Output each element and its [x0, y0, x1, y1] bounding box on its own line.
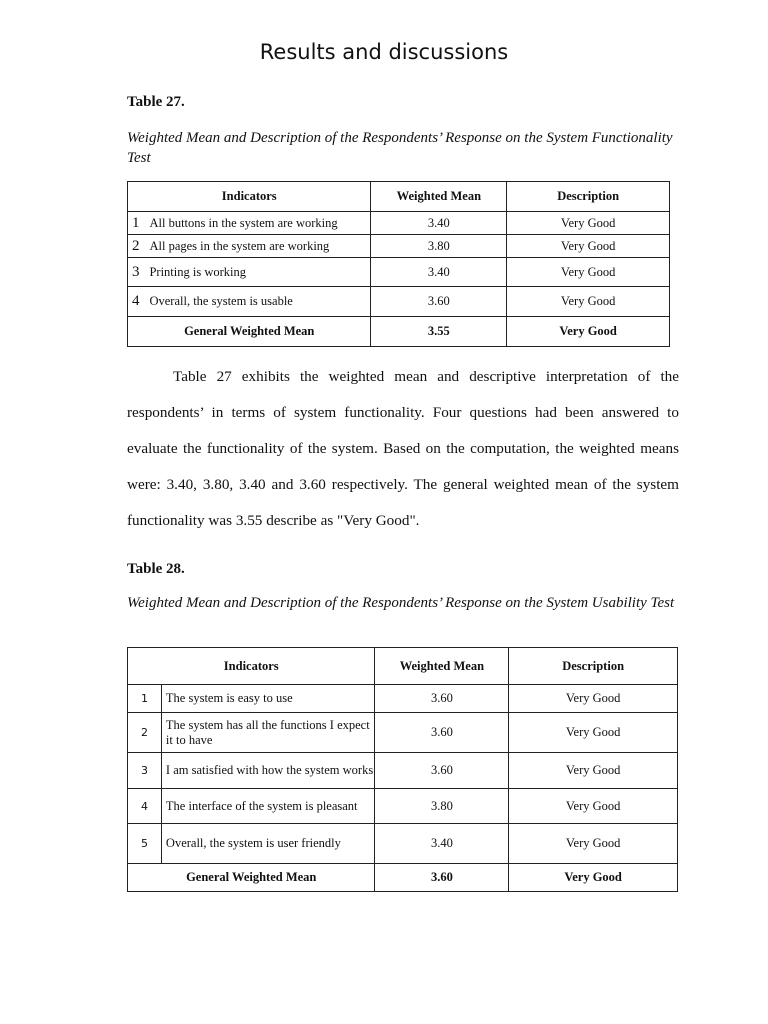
summary-description: Very Good — [509, 864, 678, 892]
table-row — [128, 212, 670, 235]
row-description: Very Good — [509, 685, 678, 713]
row-weighted-mean: 3.60 — [375, 753, 509, 789]
table-28-header-indicators: Indicators — [128, 648, 375, 685]
row-number: 2 — [128, 235, 150, 258]
summary-row — [128, 864, 678, 892]
row-description: Very Good — [509, 753, 678, 789]
row-weighted-mean: 3.60 — [375, 685, 509, 713]
paragraph-text: Table 27 exhibits the weighted mean and descriptive interpretation of the respondents’ in terms of system functionality. Four questions had been answered to evaluate the functionality of the system. Based on the computation, the weighted means were: 3.40, 3.80, 3.40 and 3.60 respectively. The general weighted mean of the system functionality was 3.55 describe as "Very Good". — [127, 368, 679, 529]
row-indicator: All buttons in the system are working — [149, 212, 371, 235]
row-weighted-mean: 3.60 — [375, 713, 509, 753]
row-description: Very Good — [507, 287, 670, 317]
table-row — [128, 713, 678, 753]
summary-description: Very Good — [507, 317, 670, 347]
table-28-caption: Weighted Mean and Description of the Respondents’ Response on the System Usability Test — [127, 595, 675, 611]
row-weighted-mean: 3.40 — [371, 258, 507, 287]
row-number: 2 — [128, 713, 162, 753]
row-description: Very Good — [507, 235, 670, 258]
table-27-caption: Weighted Mean and Description of the Respondents’ Response on the System Functionality Test — [127, 130, 673, 166]
row-weighted-mean: 3.40 — [371, 212, 507, 235]
page-title: Results and discussions — [259, 40, 509, 64]
row-indicator: The interface of the system is pleasant — [161, 789, 375, 824]
table-row — [128, 789, 678, 824]
table-row — [128, 824, 678, 864]
row-number: 1 — [128, 685, 162, 713]
table-27-header-weighted-mean: Weighted Mean — [371, 182, 507, 212]
table-row — [128, 685, 678, 713]
row-weighted-mean: 3.60 — [371, 287, 507, 317]
summary-weighted-mean: 3.60 — [375, 864, 509, 892]
table-28-header-description: Description — [509, 648, 678, 685]
summary-weighted-mean: 3.55 — [371, 317, 507, 347]
row-indicator: Overall, the system is user friendly — [161, 824, 375, 864]
row-weighted-mean: 3.40 — [375, 824, 509, 864]
table-row — [128, 258, 670, 287]
table-27-header-description: Description — [507, 182, 670, 212]
row-description: Very Good — [507, 258, 670, 287]
table-row — [128, 287, 670, 317]
row-number: 5 — [128, 824, 162, 864]
row-indicator: The system has all the functions I expect it to have — [161, 713, 375, 753]
summary-row — [128, 317, 670, 347]
row-number: 3 — [128, 753, 162, 789]
row-indicator: Printing is working — [149, 258, 371, 287]
table-27-label: Table 27. — [127, 94, 185, 110]
discussion-paragraph — [127, 359, 679, 539]
row-indicator: I am satisfied with how the system works — [161, 753, 375, 789]
row-weighted-mean: 3.80 — [375, 789, 509, 824]
row-number: 4 — [128, 287, 150, 317]
table-row — [128, 753, 678, 789]
row-number: 4 — [128, 789, 162, 824]
row-weighted-mean: 3.80 — [371, 235, 507, 258]
table-row — [128, 235, 670, 258]
row-indicator: Overall, the system is usable — [149, 287, 371, 317]
row-number: 1 — [128, 212, 150, 235]
row-description: Very Good — [507, 212, 670, 235]
summary-label: General Weighted Mean — [128, 317, 371, 347]
row-number: 3 — [128, 258, 150, 287]
table-28-label: Table 28. — [127, 561, 185, 577]
row-description: Very Good — [509, 824, 678, 864]
row-description: Very Good — [509, 713, 678, 753]
table-28-header-weighted-mean: Weighted Mean — [375, 648, 509, 685]
table-27-header-indicators: Indicators — [128, 182, 371, 212]
row-indicator: All pages in the system are working — [149, 235, 371, 258]
table-27 — [127, 181, 670, 347]
row-description: Very Good — [509, 789, 678, 824]
row-indicator: The system is easy to use — [161, 685, 375, 713]
table-28 — [127, 647, 678, 892]
summary-label: General Weighted Mean — [128, 864, 375, 892]
